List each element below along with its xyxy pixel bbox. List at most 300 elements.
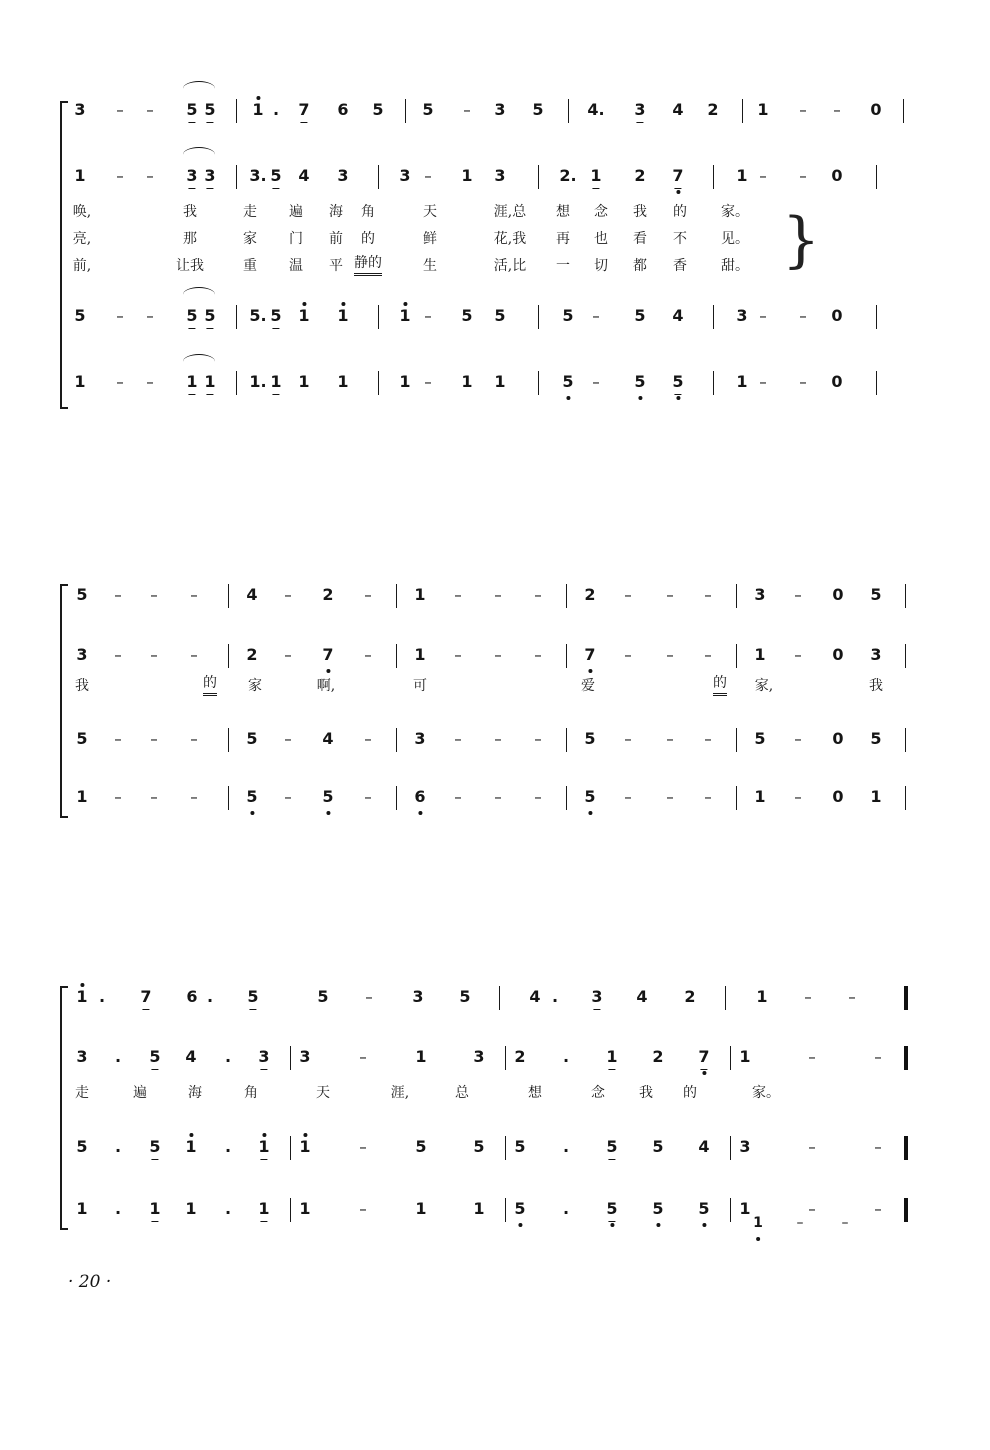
note: . [562, 1137, 570, 1156]
sustain-dash: – [359, 1138, 367, 1156]
sustain-dash: – [463, 101, 471, 119]
note: 1 [74, 166, 86, 185]
note: 5 [672, 367, 683, 397]
note: 2 [684, 987, 696, 1006]
barline [236, 99, 237, 123]
note: 5 [246, 729, 258, 748]
lyric-word: 门 [289, 231, 303, 247]
final-barline [904, 1136, 908, 1160]
note: 1 [399, 301, 410, 331]
note: 0 [832, 729, 844, 748]
note: 1 [736, 166, 748, 185]
note: 4 [529, 987, 541, 1006]
note: 5 [514, 1137, 526, 1156]
barline [905, 644, 906, 668]
note: 1 [299, 1199, 311, 1218]
note: 5 [754, 729, 766, 748]
sustain-dash: – [146, 101, 154, 119]
sustain-dash: – [666, 646, 674, 664]
note: 7 [140, 982, 151, 1012]
barline [538, 165, 539, 189]
note: 5 [698, 1194, 709, 1224]
barline [566, 786, 567, 810]
note: 5. [249, 306, 267, 325]
barline [566, 728, 567, 752]
sustain-dash: – [494, 788, 502, 806]
sustain-dash: – [534, 646, 542, 664]
sustain-dash: – [808, 1048, 816, 1066]
lyric-line [0, 199, 990, 225]
voice-part-row [0, 724, 990, 754]
note: 7 [584, 640, 595, 670]
lyric-word: 天 [316, 1085, 330, 1101]
note: 1 [76, 1199, 88, 1218]
lyric-word: 爱 [581, 678, 595, 694]
sustain-dash: – [666, 586, 674, 604]
note: 1 [756, 987, 768, 1006]
lyric-word: 家。 [752, 1085, 780, 1101]
barline [396, 584, 397, 608]
note: . [98, 987, 106, 1006]
note: 5 [186, 95, 197, 125]
lyric-word: 看 [633, 231, 647, 247]
lyric-word: 家 [248, 678, 262, 694]
note: 2 [246, 645, 258, 664]
sustain-dash: – [808, 1200, 816, 1218]
lyric-word: 家, [754, 678, 774, 694]
barline [538, 371, 539, 395]
voice-part-row [0, 640, 990, 670]
note: 4 [246, 585, 258, 604]
lyric-word: 也 [594, 231, 608, 247]
note: 7 [698, 1042, 709, 1072]
note: 3 [337, 166, 349, 185]
barline [228, 584, 229, 608]
note: 5 [514, 1194, 525, 1224]
sustain-dash: – [150, 730, 158, 748]
voice-part-row [0, 580, 990, 610]
note: 3 [414, 729, 426, 748]
sustain-dash: – [624, 730, 632, 748]
voice-part-row [0, 367, 990, 397]
note: 0 [832, 585, 844, 604]
sustain-dash: – [454, 586, 462, 604]
note: 1 [739, 1199, 751, 1218]
lyric-word: 那 [183, 231, 197, 247]
lyric-word: 的 [683, 1085, 697, 1101]
barline [725, 986, 726, 1010]
note: . [224, 1137, 232, 1156]
sustain-dash: – [284, 730, 292, 748]
sustain-dash: – [114, 730, 122, 748]
lyric-word: 走 [75, 1085, 89, 1101]
note: 3 [299, 1047, 311, 1066]
lyric-word: 我 [75, 678, 89, 694]
note: 4. [587, 100, 605, 119]
lyric-word: 海 [188, 1085, 202, 1101]
lyric-word: 见。 [721, 231, 749, 247]
note: 3 [473, 1047, 485, 1066]
note: 3 [634, 95, 645, 125]
voice-part-row [0, 95, 990, 125]
sustain-dash: – [365, 988, 373, 1006]
lyric-word: 香 [673, 258, 687, 274]
note: 4 [322, 729, 334, 748]
note: 5 [76, 1137, 88, 1156]
note: 5 [652, 1194, 663, 1224]
barline [236, 371, 237, 395]
sustain-dash: – [794, 646, 802, 664]
note: 1 [76, 787, 88, 806]
sustain-dash: – [114, 646, 122, 664]
barline [505, 1136, 506, 1160]
note: 4 [298, 166, 310, 185]
note: . [206, 987, 214, 1006]
barline [378, 371, 379, 395]
note: 0 [831, 372, 843, 391]
note: 6 [337, 100, 349, 119]
lyric-word: 家。 [721, 204, 749, 220]
note: 5 [870, 585, 882, 604]
sustain-dash: – [284, 586, 292, 604]
sustain-dash: – [284, 646, 292, 664]
lyric-word: 的 [203, 673, 217, 696]
lyric-word: 念 [594, 204, 608, 220]
note: . [562, 1047, 570, 1066]
note: 3 [494, 100, 506, 119]
voice-part-row [0, 161, 990, 191]
sustain-dash: – [759, 307, 767, 325]
lyric-word: 让我 [176, 258, 204, 274]
sustain-dash: – [704, 646, 712, 664]
barline [405, 99, 406, 123]
note: 3 [76, 1047, 88, 1066]
note: 1 [415, 1199, 427, 1218]
sustain-dash: – [364, 788, 372, 806]
note: . [562, 1199, 570, 1218]
sustain-dash: – [454, 646, 462, 664]
lyric-word: 重 [243, 258, 257, 274]
lyric-word: 再 [556, 231, 570, 247]
lyric-word: 海 [329, 204, 343, 220]
lyric-word: 涯,总 [493, 204, 527, 220]
note: 1 [258, 1132, 269, 1162]
note: 5 [149, 1042, 160, 1072]
note: 5 [415, 1137, 427, 1156]
barline [905, 584, 906, 608]
lyric-word: 涯, [390, 1085, 410, 1101]
note: 3 [74, 100, 86, 119]
note: 5 [532, 100, 544, 119]
lyric-word: 的 [673, 204, 687, 220]
note: 3 [399, 166, 411, 185]
sustain-dash: – [759, 373, 767, 391]
lyric-word: 想 [528, 1085, 542, 1101]
sustain-dash: – [848, 988, 856, 1006]
sustain-dash: – [359, 1048, 367, 1066]
sustain-dash: – [874, 1200, 882, 1218]
sustain-dash: – [146, 307, 154, 325]
note: . [114, 1199, 122, 1218]
note: 6 [414, 782, 425, 812]
note: 1 [298, 301, 309, 331]
barline [876, 305, 877, 329]
barline [713, 305, 714, 329]
note: 7 [672, 161, 683, 191]
lyric-word: 静的 [354, 253, 382, 276]
page-number: · 20 · [68, 1272, 112, 1292]
note: 5 [606, 1132, 617, 1162]
sustain-dash: – [804, 988, 812, 1006]
note: 1 [185, 1132, 196, 1162]
sustain-dash: – [424, 373, 432, 391]
sustain-dash: – [454, 730, 462, 748]
final-barline [904, 986, 908, 1010]
sustain-dash: – [592, 307, 600, 325]
note: 3 [591, 982, 602, 1012]
sustain-dash: – [624, 788, 632, 806]
sustain-dash: – [359, 1200, 367, 1218]
sustain-dash: – [114, 788, 122, 806]
note: 2 [634, 166, 646, 185]
note: 3 [186, 161, 197, 191]
barline [568, 99, 569, 123]
note: 3 [739, 1137, 751, 1156]
lyric-line [0, 1080, 990, 1106]
note: 1 [185, 1199, 197, 1218]
note: 5 [422, 100, 434, 119]
barline [290, 1136, 291, 1160]
voice-part-row [0, 782, 990, 812]
note: 1 [204, 367, 215, 397]
barline [736, 584, 737, 608]
note: 5 [317, 987, 329, 1006]
note: 0 [832, 787, 844, 806]
sustain-dash: – [494, 586, 502, 604]
note: 1 [298, 372, 310, 391]
note: 3. [249, 166, 267, 185]
lyric-word: 生 [423, 258, 437, 274]
sustain-dash: – [364, 730, 372, 748]
sustain-dash: – [190, 730, 198, 748]
lyric-word: 的 [713, 673, 727, 696]
barline [730, 1046, 731, 1070]
note: 1 [494, 372, 506, 391]
note: 3 [754, 585, 766, 604]
lyric-line [0, 673, 990, 699]
note: 7 [298, 95, 309, 125]
note: 1 [270, 367, 281, 397]
lyric-word: 家 [243, 231, 257, 247]
barline [905, 728, 906, 752]
barline [499, 986, 500, 1010]
lyric-word: 走 [243, 204, 257, 220]
note: 5 [270, 161, 281, 191]
lyric-word: 切 [594, 258, 608, 274]
sustain-dash: – [116, 307, 124, 325]
sustain-dash: – [794, 788, 802, 806]
barline [236, 305, 237, 329]
sustain-dash: – [874, 1138, 882, 1156]
note: 3 [258, 1042, 269, 1072]
sustain-dash: – [704, 586, 712, 604]
note: 1 [870, 787, 882, 806]
barline [396, 728, 397, 752]
lyric-word: 都 [633, 258, 647, 274]
barline [730, 1136, 731, 1160]
barline [742, 99, 743, 123]
sustain-dash: – [808, 1138, 816, 1156]
voice-part-row [0, 301, 990, 331]
sustain-dash: – [534, 730, 542, 748]
note: 1 [739, 1047, 751, 1066]
note: . [551, 987, 559, 1006]
note: . [224, 1199, 232, 1218]
barline [713, 165, 714, 189]
note: 1 [76, 982, 87, 1012]
sustain-dash: – [364, 646, 372, 664]
note: 2 [322, 585, 334, 604]
barline [713, 371, 714, 395]
voice-part-row [0, 1132, 990, 1162]
barline [903, 99, 904, 123]
note: 1 [74, 372, 86, 391]
note: 5 [562, 367, 573, 397]
note: 4 [672, 100, 684, 119]
sustain-dash: – [150, 586, 158, 604]
lyric-word: 平 [329, 258, 343, 274]
note: 5 [473, 1137, 485, 1156]
sustain-dash: – [624, 586, 632, 604]
note: 5 [652, 1137, 664, 1156]
note: 5 [461, 306, 473, 325]
sustain-dash: – [116, 101, 124, 119]
sustain-dash: – [424, 307, 432, 325]
note: 5 [149, 1132, 160, 1162]
sustain-dash: – [794, 730, 802, 748]
lyric-word: 花,我 [493, 231, 527, 247]
barline [566, 584, 567, 608]
lyric-line [0, 226, 990, 252]
note: 1 [736, 372, 748, 391]
sustain-dash: – [666, 788, 674, 806]
note: 1 [337, 301, 348, 331]
note: 1 [606, 1042, 617, 1072]
lyric-word: 遍 [289, 204, 303, 220]
sustain-dash: – [364, 586, 372, 604]
note: 5 [459, 987, 471, 1006]
sustain-dash: – [704, 788, 712, 806]
sustain-dash: – [190, 586, 198, 604]
note: 5 [76, 729, 88, 748]
note: 3 [736, 306, 748, 325]
note: 4 [698, 1137, 710, 1156]
note: 4 [636, 987, 648, 1006]
sustain-dash: – [150, 646, 158, 664]
lyric-word: 甜。 [721, 258, 749, 274]
lyric-word: 念 [591, 1085, 605, 1101]
note: 1 [754, 787, 766, 806]
note: 1 [299, 1132, 310, 1162]
note: 1 [590, 161, 601, 191]
note: 5 [562, 306, 574, 325]
note: 5 [204, 301, 215, 331]
note: 5 [322, 782, 333, 812]
barline [396, 786, 397, 810]
sustain-dash: – [424, 167, 432, 185]
note: 1 [461, 166, 473, 185]
barline [538, 305, 539, 329]
sustain-dash: – [454, 788, 462, 806]
lyric-line [0, 253, 990, 279]
note: 5 [246, 782, 257, 812]
note: 2 [514, 1047, 526, 1066]
voice-part-row [0, 1042, 990, 1072]
sustain-dash: – [114, 586, 122, 604]
lyric-word: 唤, [72, 204, 92, 220]
note: 0 [831, 166, 843, 185]
barline [876, 371, 877, 395]
note: 5 [870, 729, 882, 748]
lyric-word: 总 [455, 1085, 469, 1101]
note: 3 [870, 645, 882, 664]
sustain-dash: – [284, 788, 292, 806]
note: 6 [186, 987, 198, 1006]
note: 0 [832, 645, 844, 664]
note: 1 [461, 372, 473, 391]
note: 5 [494, 306, 506, 325]
barline [228, 644, 229, 668]
note: 2 [652, 1047, 664, 1066]
note: 2. [559, 166, 577, 185]
note: 1 [252, 95, 263, 125]
tie-arc [183, 81, 215, 96]
lyric-word: 我 [639, 1085, 653, 1101]
note: 1 [149, 1194, 160, 1224]
note: 1 [399, 372, 411, 391]
lyric-word: 不 [673, 231, 687, 247]
note: 3 [494, 166, 506, 185]
lyric-word: 角 [244, 1085, 258, 1101]
lyric-word: 前, [72, 258, 92, 274]
lyric-word: 鲜 [423, 231, 437, 247]
sustain-dash: – [841, 1215, 849, 1231]
sustain-dash: – [794, 586, 802, 604]
note: . [114, 1047, 122, 1066]
note: . [114, 1137, 122, 1156]
note: 1 [473, 1199, 485, 1218]
sustain-dash: – [624, 646, 632, 664]
sustain-dash: – [494, 646, 502, 664]
lyric-word: 我 [869, 678, 883, 694]
barline [396, 644, 397, 668]
note: 7 [322, 640, 333, 670]
note: 3 [204, 161, 215, 191]
barline [505, 1046, 506, 1070]
sustain-dash: – [534, 586, 542, 604]
tie-arc [183, 354, 215, 369]
note: 5 [584, 729, 596, 748]
note: 5 [584, 782, 595, 812]
lyric-word: 想 [556, 204, 570, 220]
sustain-dash: – [116, 167, 124, 185]
note: 4 [185, 1047, 197, 1066]
sustain-dash: – [759, 167, 767, 185]
barline [566, 644, 567, 668]
lyric-word: 啊, [316, 678, 336, 694]
lyric-word: 的 [361, 231, 375, 247]
note: 1 [754, 645, 766, 664]
